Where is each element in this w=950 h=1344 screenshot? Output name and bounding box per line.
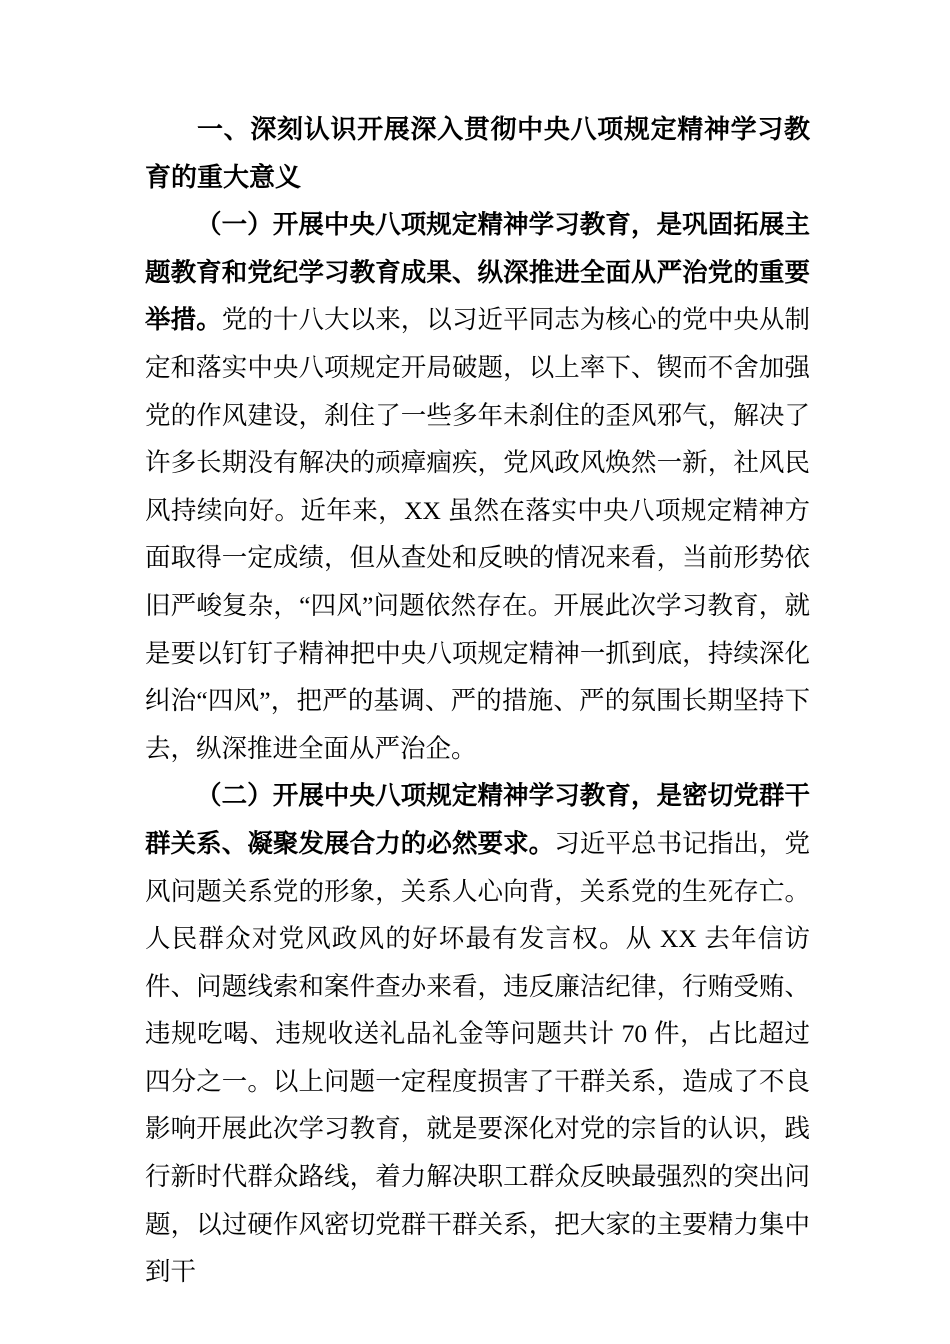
paragraph-one [145,201,810,772]
paragraph-one-lead: （一）开展中央八项规定精神学习教育，是巩固拓展主题教育和党纪学习教育成果、纵深推进全面从严治党的重要举措。 [145,210,810,335]
section-heading: 一、深刻认识开展深入贯彻中央八项规定精神学习教育的重大意义 [145,114,810,192]
paragraph-two-body: 习近平总书记指出，党风问题关系党的形象，关系人心向背，关系党的生死存亡。人民群众对党风政风的好坏最有发言权。从 XX 去年信访件、问题线索和案件查办来看，违反廉洁纪律，行贿受贿、违规吃喝、违规收送礼品礼金等问题共计 70 件，占比超过四分之一。以上问题一定程度损害了干群关系，造成了不良影响开展此次学习教育，就是要深化对党的宗旨的认识，践行新时代群众路线，着力解决职工群众反映最强烈的突出问题，以过硬作风密切党群干群关系，把大家的主要精力集中到干 [145,828,810,1287]
paragraph-two [145,772,810,1296]
paragraph-one-body: 党的十八大以来，以习近平同志为核心的党中央从制定和落实中央八项规定开局破题，以上率下、锲而不舍加强党的作风建设，刹住了一些多年未刹住的歪风邪气，解决了许多长期没有解决的顽瘴痼疾，党风政风焕然一新，社风民风持续向好。近年来，XX 虽然在落实中央八项规定精神方面取得一定成绩，但从查处和反映的情况来看，当前形势依旧严峻复杂，“四风”问题依然存在。开展此次学习教育，就是要以钉钉子精神把中央八项规定精神一抓到底，持续深化纠治“四风”，把严的基调、严的措施、严的氛围长期坚持下去，纵深推进全面从严治企。 [145,305,810,763]
paragraph-two-lead: （二）开展中央八项规定精神学习教育，是密切党群干群关系、凝聚发展合力的必然要求。 [145,781,810,858]
